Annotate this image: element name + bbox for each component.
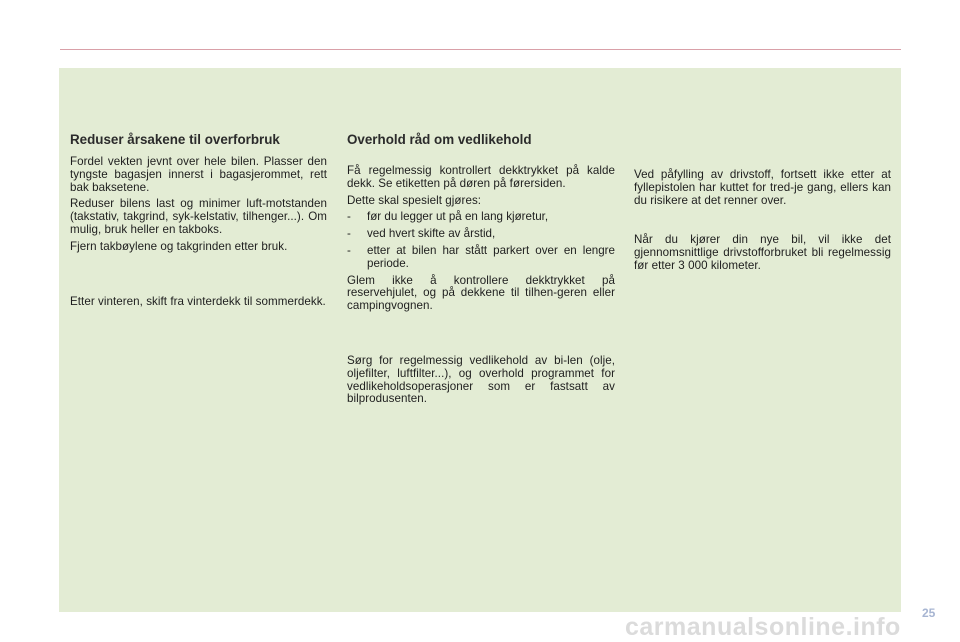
list-item: - før du legger ut på en lang kjøretur, — [347, 211, 615, 224]
list-item: - ved hvert skifte av årstid, — [347, 228, 615, 241]
column-fuel — [634, 169, 891, 273]
column-maintenance — [347, 132, 615, 406]
watermark: carmanualsonline.info — [625, 613, 901, 641]
paragraph-new-car: Når du kjører din nye bil, vil ikke det gjennomsnittlige drivstofforbruket bli regelmessig før etter 3 000 kilometer. — [634, 233, 891, 272]
paragraph-winter-tyres: Etter vinteren, skift fra vinterdekk til sommerdekk. — [70, 294, 326, 308]
page-number: 25 — [922, 606, 936, 620]
paragraph-load: Reduser bilens last og minimer luft-motstanden (takstativ, takgrind, syk-kelstativ, tilhenger...). Om mulig, bruk heller en takboks. — [70, 197, 327, 236]
checklist — [347, 211, 615, 270]
list-item: - etter at bilen har stått parkert over en lengre periode. — [347, 245, 615, 271]
paragraph-especially: Dette skal spesielt gjøres: — [347, 193, 482, 207]
paragraph-spare-wheel: Glem ikke å kontrollere dekktrykket på reservehjulet, og på dekkene til tilhen-geren eller campingvognen. — [347, 273, 615, 313]
column-reduce-causes — [70, 132, 327, 308]
header-rule — [60, 49, 901, 50]
paragraph-weight: Fordel vekten jevnt over hele bilen. Plasser den tyngste bagasjen innerst i bagasjerommet, rett bak baksetene. — [70, 155, 327, 194]
paragraph-tyre-pressure: Få regelmessig kontrollert dekktrykket på kalde dekk. Se etiketten på døren på førersiden. — [347, 164, 615, 190]
paragraph-refuelling: Ved påfylling av drivstoff, fortsett ikke etter at fyllepistolen har kuttet for tred-je gang, ellers kan du risikere at det renner over. — [634, 168, 891, 207]
heading-maintenance: Overhold råd om vedlikehold — [347, 132, 532, 147]
paragraph-roof-bars: Fjern takbøylene og takgrinden etter bruk. — [70, 239, 288, 253]
paragraph-service: Sørg for regelmessig vedlikehold av bi-len (olje, oljefilter, luftfilter...), og overhold programmet for vedlikeholdsoperasjoner som er fastsatt av bilprodusenten. — [347, 353, 615, 406]
heading-reduce-causes: Reduser årsakene til overforbruk — [70, 132, 280, 147]
